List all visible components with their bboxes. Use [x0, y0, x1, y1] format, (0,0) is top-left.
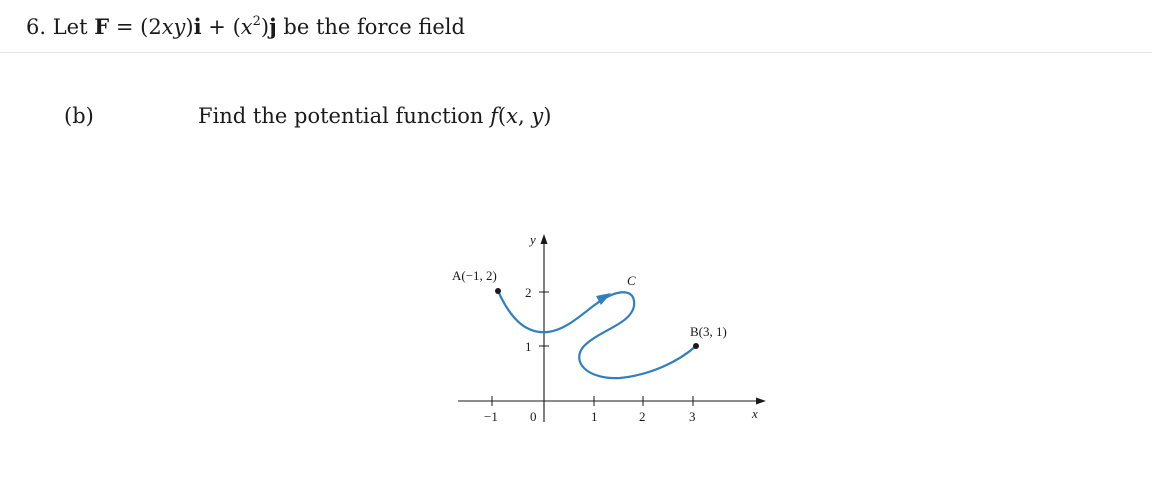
x-tick-label-2: 2	[639, 409, 646, 424]
term1-close: )	[185, 15, 194, 39]
problem-lead: Let	[52, 15, 88, 39]
x-tick-label-3: 3	[689, 409, 696, 424]
part-question-text: Find the potential function	[198, 104, 484, 128]
term2-var: x	[240, 15, 253, 39]
arg-y: y	[531, 104, 544, 128]
part-question	[198, 104, 551, 128]
plus-sign: +	[208, 15, 226, 39]
y-axis-arrowhead	[541, 234, 548, 244]
x-tick-label-neg1: −1	[484, 409, 498, 424]
term2-close: )	[260, 15, 270, 39]
problem-tail: be the force field	[283, 15, 465, 39]
y-tick-label-1: 1	[525, 339, 532, 354]
y-tick-label-2: 2	[525, 285, 532, 300]
point-b-label: B(3, 1)	[690, 324, 727, 339]
function-name: f	[490, 104, 498, 128]
curve-figure	[420, 222, 780, 444]
divider	[0, 52, 1152, 53]
y-axis-label: y	[530, 232, 536, 247]
field-symbol: F	[94, 14, 110, 39]
x-axis-label: x	[752, 406, 758, 421]
args-close: )	[543, 104, 552, 128]
arg-x: x	[506, 104, 518, 128]
term1-open: (2	[140, 15, 162, 39]
curve-label: C	[627, 273, 636, 288]
term2-exponent: 2	[252, 14, 261, 29]
term2-open: (	[232, 15, 241, 39]
x-tick-label-0: 0	[530, 409, 537, 424]
part-label: (b)	[64, 104, 94, 128]
point-a	[495, 288, 501, 294]
problem-statement	[26, 14, 465, 39]
args-comma: ,	[517, 104, 525, 128]
x-tick-label-1: 1	[591, 409, 598, 424]
equals-sign: =	[115, 15, 134, 39]
problem-number: 6.	[26, 15, 47, 39]
args-open: (	[497, 104, 507, 128]
unit-vector-i: i	[193, 14, 202, 39]
curve-c	[498, 291, 696, 378]
x-axis-arrowhead	[756, 398, 766, 405]
point-b	[693, 343, 699, 349]
term1-vars: xy	[161, 15, 186, 39]
unit-vector-j: j	[269, 14, 277, 39]
point-a-label: A(−1, 2)	[452, 268, 497, 283]
